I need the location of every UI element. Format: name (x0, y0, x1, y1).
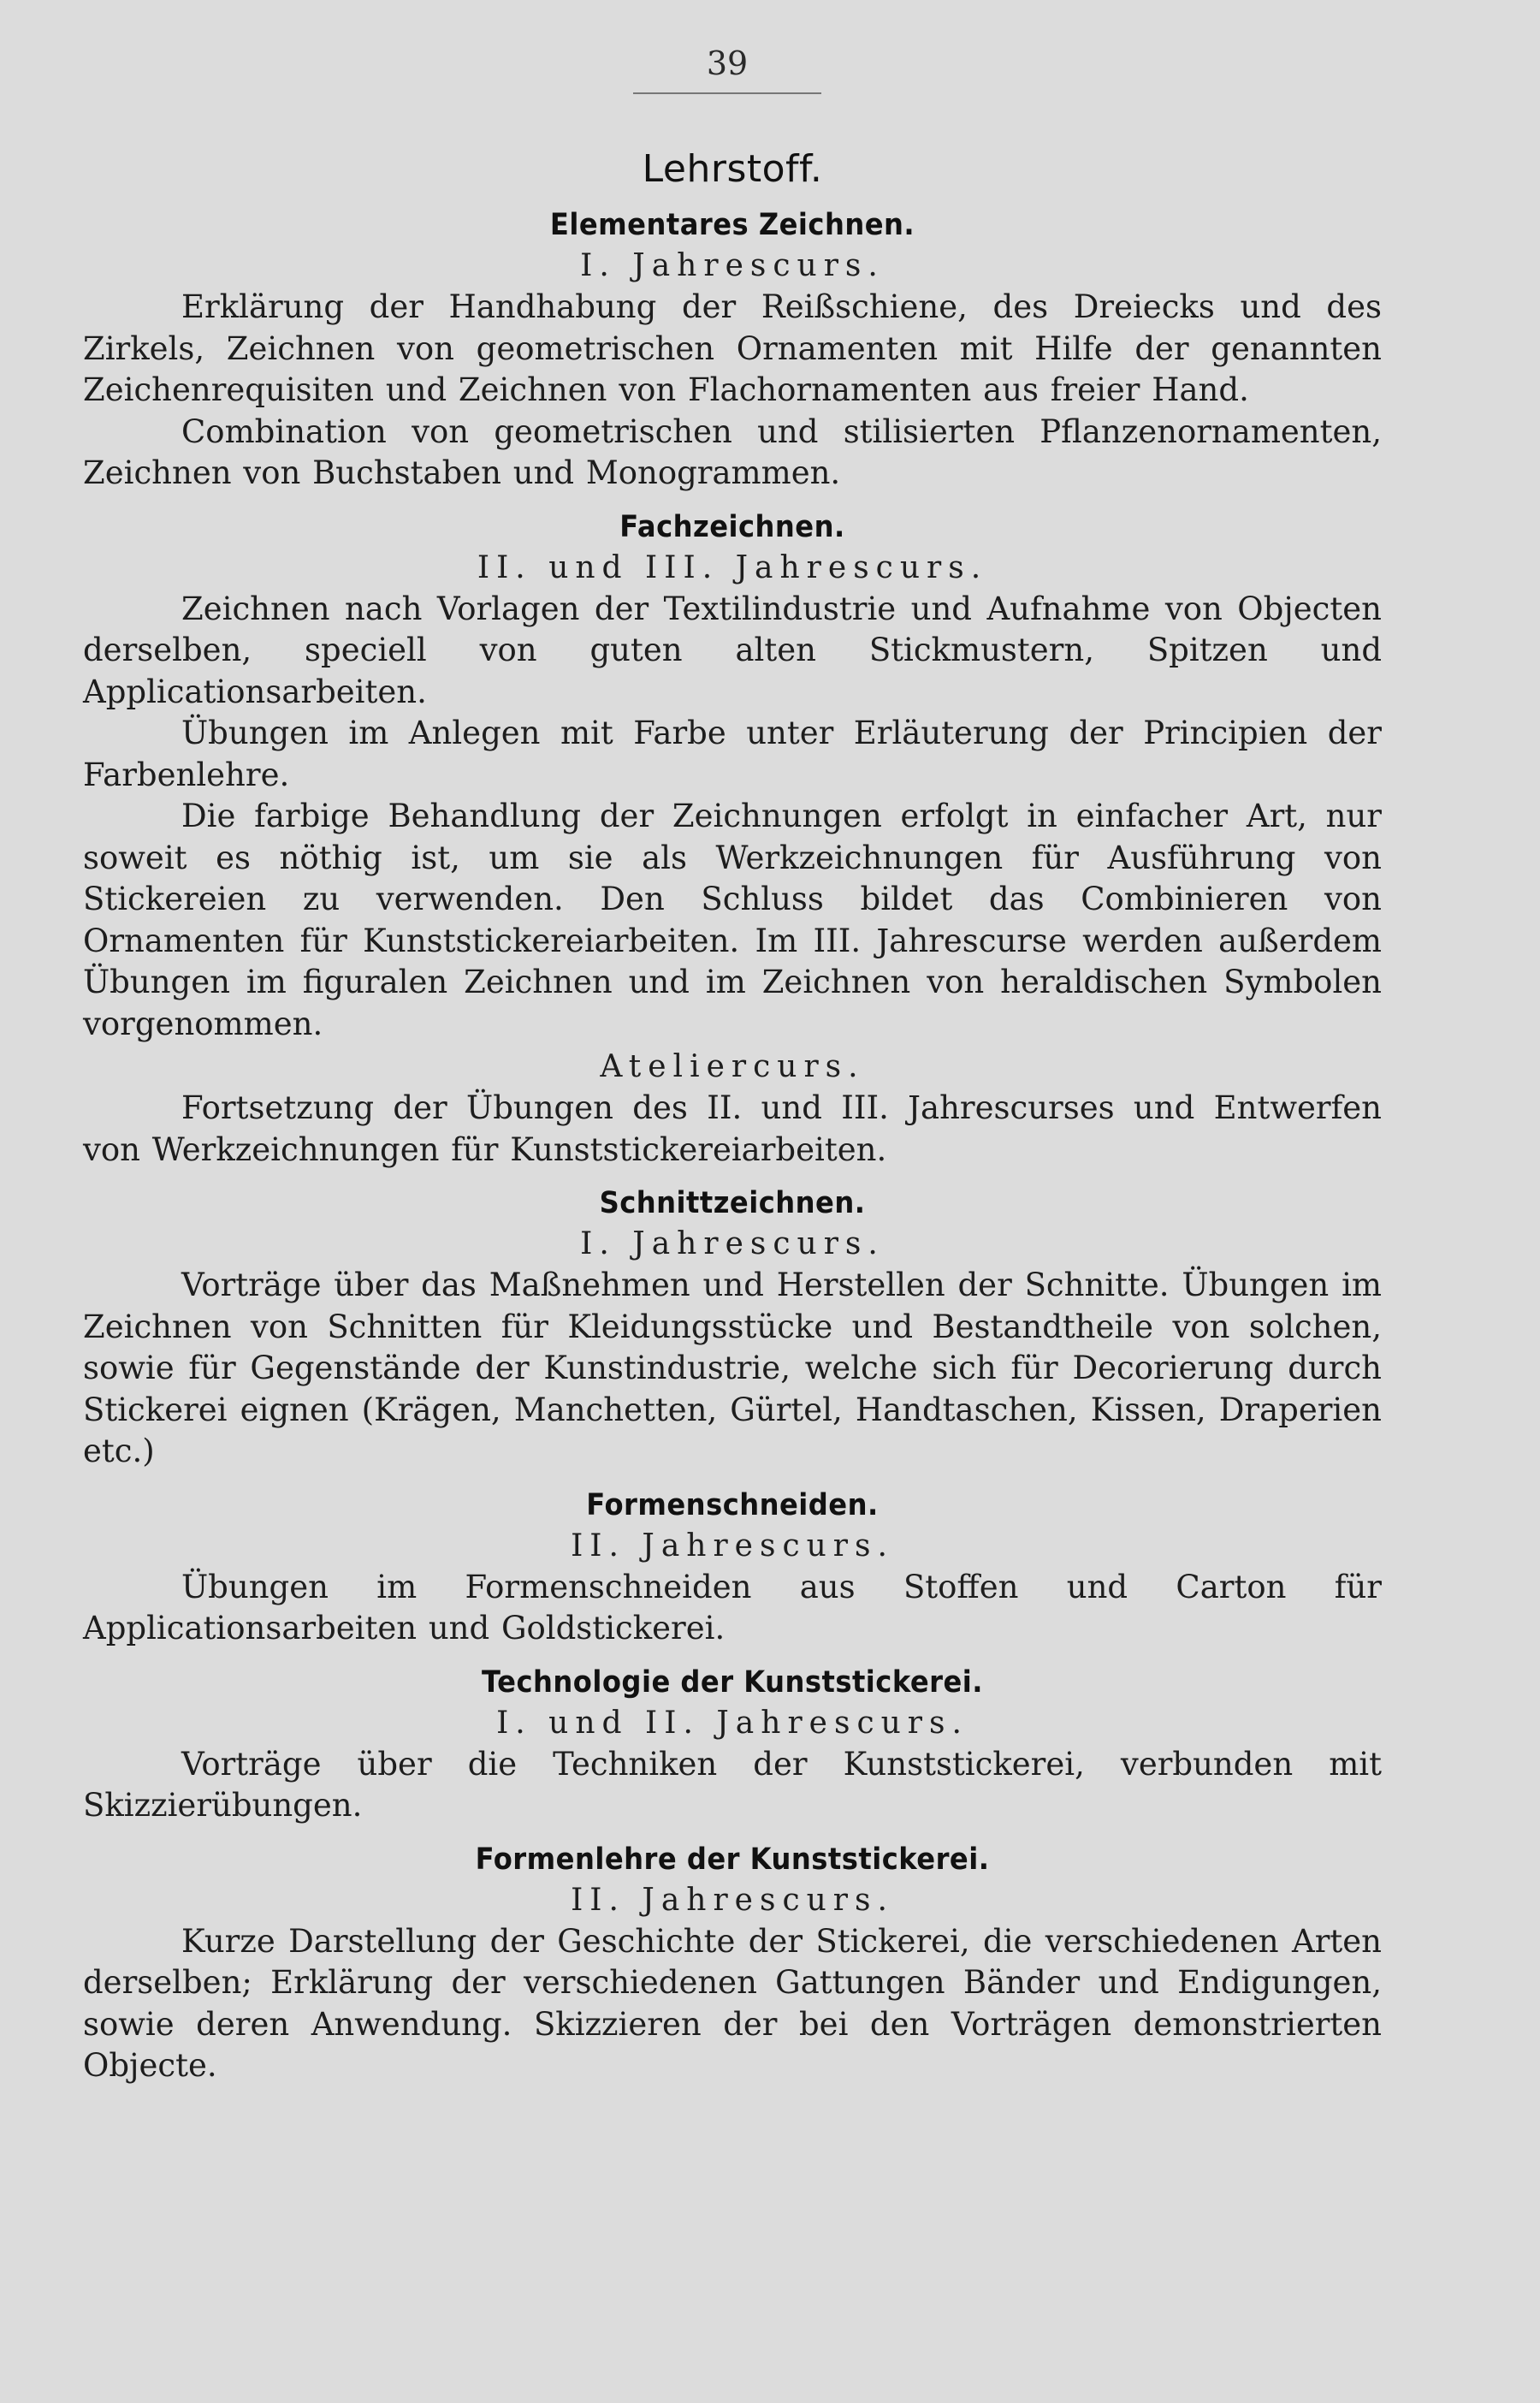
paragraph: Übungen im Formenschneiden aus Stoffen und Carton für Applicationsarbeiten und Goldstickerei. (83, 1568, 1382, 1646)
section-heading: Fachzeichnen. (619, 509, 845, 544)
course-label: II. und III. Jahrescurs. (477, 549, 988, 585)
course-label: I. Jahrescurs. (580, 1226, 885, 1261)
section-heading: Elementares Zeichnen. (549, 208, 915, 242)
course-label: II. Jahrescurs. (571, 1882, 894, 1918)
paragraph: Zeichnen nach Vorlagen der Textilindustrie und Aufnahme von Objecten derselben, speciell von guten alten Stickmustern, Spitzen und Applicationsarbeiten. (83, 590, 1382, 710)
section-heading: Schnittzeichnen. (599, 1186, 866, 1220)
course-label: II. Jahrescurs. (571, 1528, 894, 1563)
section (83, 1488, 1382, 1650)
course-label: Ateliercurs. (600, 1049, 865, 1084)
paragraph: Fortsetzung der Übungen des II. und III. Jahrescurses und Entwerfen von Werkzeichnungen für Kunststickereiarbeiten. (83, 1089, 1382, 1168)
section (83, 208, 1382, 495)
sections-container (83, 208, 1382, 2087)
paragraph: Übungen im Anlegen mit Farbe unter Erläuterung der Principien der Farbenlehre. (83, 715, 1382, 793)
paragraph: Vorträge über die Techniken der Kunststickerei, verbunden mit Skizzierübungen. (83, 1745, 1382, 1824)
paragraph: Combination von geometrischen und stilisierten Pflanzenornamenten, Zeichnen von Buchstaben und Monogrammen. (83, 412, 1382, 491)
page-number-rule (633, 92, 821, 94)
section (83, 1665, 1382, 1827)
paragraph: Kurze Darstellung der Geschichte der Stickerei, die verschiedenen Arten derselben; Erklärung der verschiedenen Gattungen Bänder und Endigungen, sowie deren Anwendung. Skizzieren der bei den Vorträgen demonstrierten Objecte. (83, 1922, 1382, 2084)
section (83, 1186, 1382, 1473)
course-label: I. Jahrescurs. (580, 248, 885, 283)
section (83, 1842, 1382, 2087)
paragraph: Vorträge über das Maßnehmen und Herstellen der Schnitte. Übungen im Zeichnen von Schnitten für Kleidungsstücke und Bestandtheile von solchen, sowie für Gegenstände der Kunstindustrie, welche sich für Decorierung durch Stickerei eignen (Krägen, Manchetten, Gürtel, Handtaschen, Kissen, Draperien etc.) (83, 1267, 1382, 1469)
course-label: I. und II. Jahrescurs. (496, 1705, 968, 1741)
paragraph: Die farbige Behandlung der Zeichnungen erfolgt in einfacher Art, nur soweit es nöthig ist, um sie als Werkzeichnungen für Ausführung von Stickereien zu verwenden. Den Schluss bildet das Combinieren von Ornamenten für Kunststickereiarbeiten. Im III. Jahrescurse werden außerdem Übungen im figuralen Zeichnen und im Zeichnen von heraldischen Symbolen vorgenommen. (83, 798, 1382, 1042)
section-heading: Technologie der Kunststickerei. (482, 1664, 983, 1700)
paragraph: Erklärung der Handhabung der Reißschiene, des Dreiecks und des Zirkels, Zeichnen von geometrischen Ornamenten mit Hilfe der genannten Zeichenrequisiten und Zeichnen von Flachornamenten aus freier Hand. (83, 288, 1382, 408)
page-number: 39 (706, 44, 749, 82)
section-heading: Formenlehre der Kunststickerei. (475, 1842, 990, 1877)
page-content (83, 137, 1382, 2087)
page-title: Lehrstoff. (642, 147, 823, 191)
section-heading: Formenschneiden. (586, 1487, 879, 1522)
section (83, 510, 1382, 1172)
